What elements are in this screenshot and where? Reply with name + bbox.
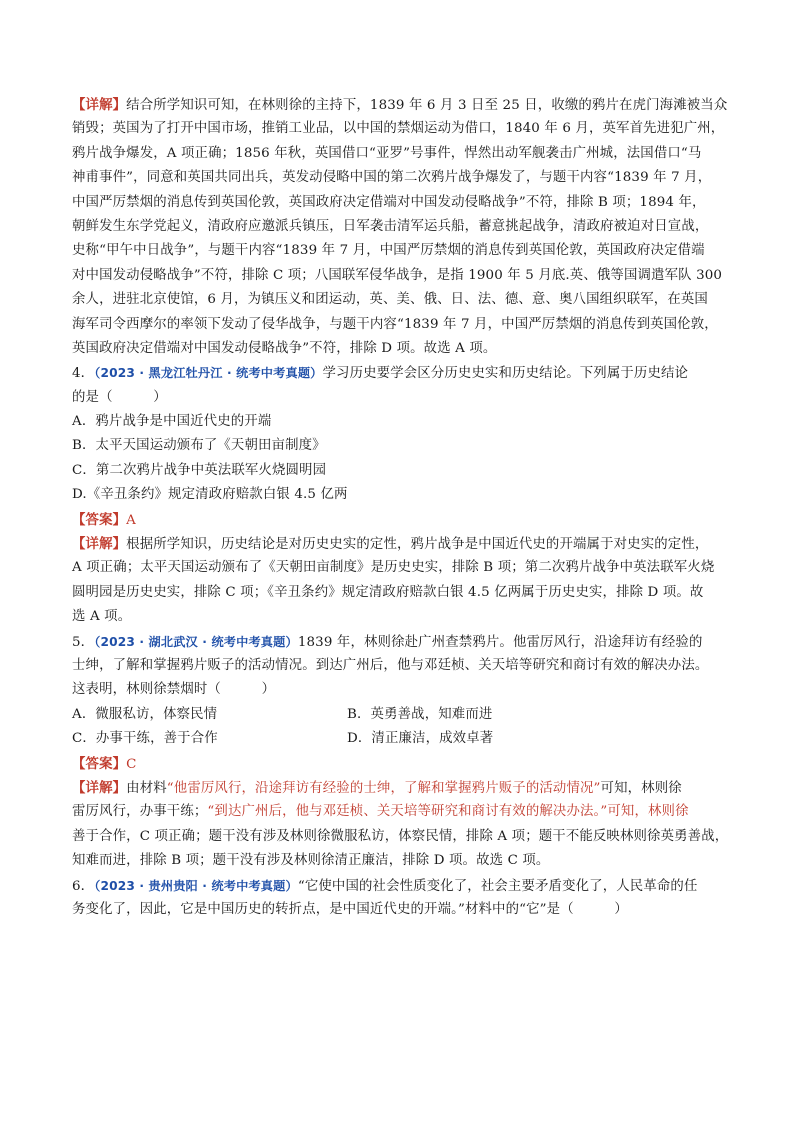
q4-detail-line-3: 圆明园是历史史实，排除 C 项；《辛丑条约》规定清政府赔款白银 4.5 亿两属于历史史实，排除 D 项。故 [72, 584, 704, 600]
question-source: （2023 · 黑龙江牡丹江 · 统考中考真题） [94, 366, 323, 381]
answer-value: C [126, 756, 137, 772]
q3-detail-line-11: 英国政府决定借端对中国发动侵略战争”不符，排除 D 项。故选 A 项。 [72, 340, 497, 356]
question-number: 6． [72, 878, 95, 894]
answer-tag: 【答案】 [72, 755, 127, 772]
answer-value: A [126, 512, 136, 528]
q5-detail-line-4: 知难而进，排除 B 项；题干没有涉及林则徐清正廉洁，排除 D 项。故选 C 项。 [72, 853, 550, 869]
detail-tag: 【详解】 [72, 536, 127, 553]
detail-text: 根据所学知识，历史结论是对历史史实的定性，鸦片战争是中国近代史的开端属于对史实的定性， [126, 537, 709, 553]
q3-detail-line-3: 鸦片战争爆发，A 项正确；1856 年秋，英国借口“亚罗”号事件，悍然出动军舰袭击广州城，法国借口“马 [72, 145, 702, 161]
q4-option-b: B．太平天国运动颁布了《天朝田亩制度》 [72, 438, 326, 454]
q4-detail-line-2: A 项正确；太平天国运动颁布了《天朝田亩制度》是历史史实，排除 B 项；第二次鸦片战争中英法联军火烧 [72, 560, 715, 576]
q5-option-a: A．微服私访，体察民情 [72, 706, 218, 722]
detail-text: 雷厉风行，办事干练； [72, 804, 208, 820]
question-source: （2023 · 贵州贵阳 · 统考中考真题） [94, 878, 298, 893]
q5-stem-line-1 [72, 630, 724, 654]
q4-option-c: C．第二次鸦片战争中英法联军火烧圆明园 [72, 462, 327, 478]
question-stem: 学习历史要学会区分历史史实和历史结论。下列属于历史结论 [322, 366, 689, 382]
q3-detail-line-9: 余人，进驻北京使馆，6 月，为镇压义和团运动，英、美、俄、日、法、德、意、奥八国组织联军，在英国 [72, 292, 708, 308]
question-stem: “它使中国的社会性质变化了，社会主要矛盾变化了，人民革命的任 [297, 878, 698, 894]
q3-detail-line-6: 朝鲜发生东学党起义，清政府应邀派兵镇压，日军袭击清军运兵船，蓄意挑起战争，清政府被迫对日宣战， [72, 218, 709, 234]
detail-text: 由材料 [126, 780, 167, 796]
detail-text: 可知，林则徐 [600, 780, 682, 796]
q4-option-d: D.《辛丑条约》规定清政府赔款白银 4.5 亿两 [72, 487, 348, 503]
q3-detail-line-7: 史称“甲午中日战争”，与题干内容“1839 年 7 月，中国严厉禁烟的消息传到英国伦敦，英国政府决定借端 [72, 243, 705, 259]
q5-stem-line-2: 士绅，了解和掌握鸦片贩子的活动情况。到达广州后，他与邓廷桢、关天培等研究和商讨有效的解决办法。 [72, 657, 709, 673]
q4-detail-line-1 [72, 532, 724, 556]
question-number: 4． [72, 366, 95, 382]
answer-tag: 【答案】 [72, 511, 127, 528]
q3-detail-line-4: 神甫事件”，同意和英国共同出兵，英发动侵略中国的第二次鸦片战争爆发了，与题干内容“1839 年 7 月， [72, 170, 712, 186]
q5-detail-line-2 [72, 800, 724, 824]
q4-option-a: A．鸦片战争是中国近代史的开端 [72, 414, 272, 430]
q4-answer [72, 508, 724, 532]
q3-detail-line-5: 中国严厉禁烟的消息传到英国伦敦，英国政府决定借端对中国发动侵略战争”不符，排除 B 项；1894 年， [72, 194, 706, 210]
question-stem: 1839 年，林则徐赴广州查禁鸦片。他雷厉风行，沿途拜访有经验的 [297, 634, 703, 650]
q3-detail-line-1 [72, 93, 728, 117]
quoted-material: “到达广州后，他与邓廷桢、关天培等研究和商讨有效的解决办法。”可知，林则徐 [207, 804, 689, 820]
q4-detail-line-4: 选 A 项。 [72, 609, 132, 625]
document-page [72, 93, 729, 922]
q3-detail-line-8: 对中国发动侵略战争”不符，排除 C 项；八国联军侵华战争，是指 1900 年 5 月底.英、俄等国调遣军队 300 [72, 267, 723, 283]
detail-tag: 【详解】 [72, 779, 127, 796]
q5-options-row-1 [72, 703, 724, 727]
detail-tag: 【详解】 [72, 97, 127, 113]
q5-option-b: B．英勇善战，知难而进 [347, 706, 493, 722]
q5-stem-line-3: 这表明，林则徐禁烟时（ ） [72, 682, 276, 698]
quoted-material: “他雷厉风行，沿途拜访有经验的士绅，了解和掌握鸦片贩子的活动情况” [166, 780, 601, 796]
q3-detail-line-10: 海军司令西摩尔的率领下发动了侵华战争，与题干内容“1839 年 7 月，中国严厉禁烟的消息传到英国伦敦， [72, 316, 718, 332]
question-source: （2023 · 湖北武汉 · 统考中考真题） [94, 634, 298, 649]
q6-stem-line-2: 务变化了，因此，它是中国历史的转折点，是中国近代史的开端。”材料中的“它”是（ ） [72, 901, 628, 917]
q5-detail-line-3: 善于合作，C 项正确；题干没有涉及林则徐微服私访，体察民情，排除 A 项；题干不能反映林则徐英勇善战， [72, 828, 729, 844]
question-number: 5． [72, 634, 95, 650]
q5-detail-line-1 [72, 776, 724, 800]
detail-text: 结合所学知识可知，在林则徐的主持下，1839 年 6 月 3 日至 25 日，收缴的鸦片在虎门海滩被当众 [126, 98, 728, 113]
q5-option-c: C．办事干练，善于合作 [72, 731, 218, 747]
q5-option-d: D．清正廉洁，成效卓著 [347, 731, 494, 747]
q5-options-row-2 [72, 727, 724, 751]
q5-answer [72, 752, 724, 776]
q4-stem-line-1 [72, 361, 724, 385]
q3-detail-line-2: 销毁；英国为了打开中国市场，推销工业品，以中国的禁烟运动为借口，1840 年 6 月，英军首先进犯广州， [72, 121, 725, 137]
q6-stem-line-1 [72, 874, 724, 898]
q4-stem-line-2: 的是（ ） [72, 389, 167, 405]
